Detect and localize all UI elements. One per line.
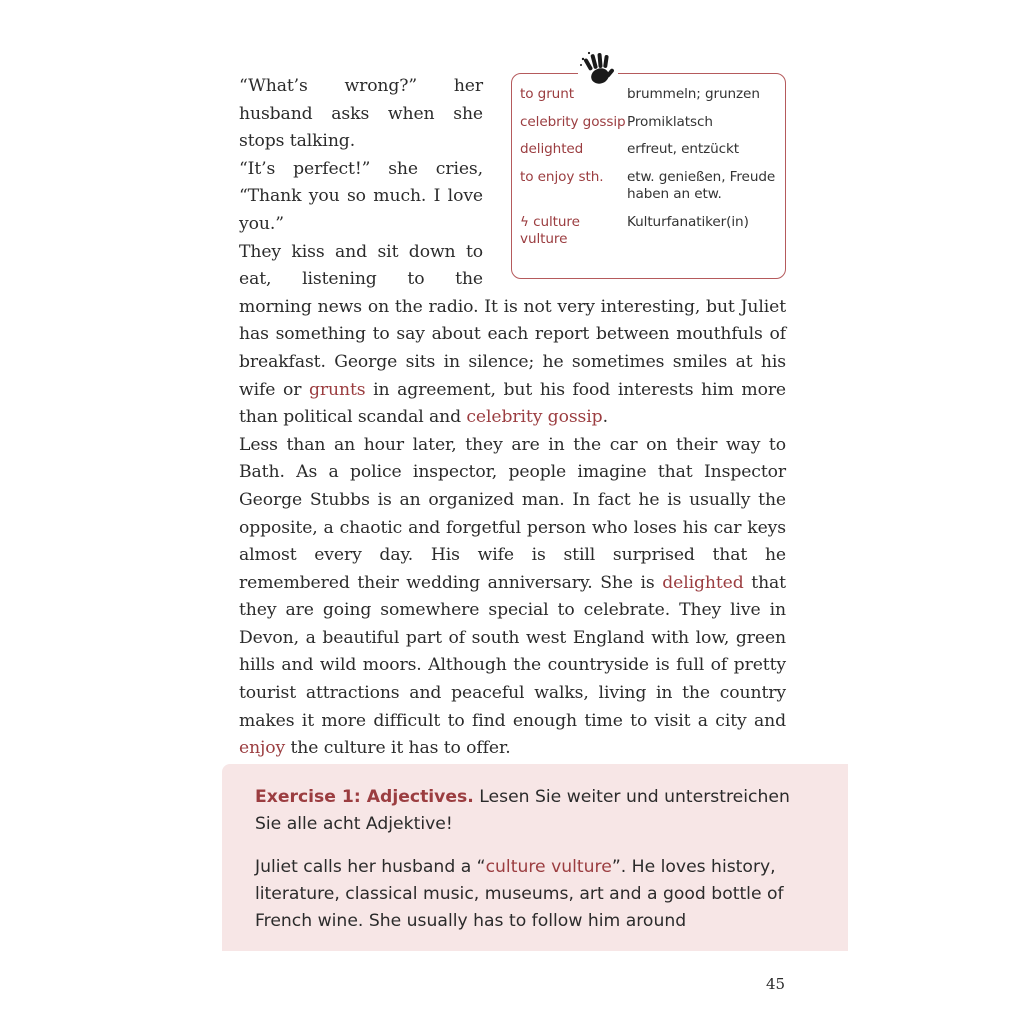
vocab-german: brummeln; grunzen (627, 86, 760, 102)
vocabulary-box (511, 73, 786, 279)
vocab-highlight: grunts (309, 379, 366, 400)
vocab-highlight: celebrity gossip (466, 407, 603, 428)
exercise-instruction (255, 784, 808, 838)
vocab-german: etw. genießen, Freude haben an etw. (627, 168, 776, 202)
handprint-icon (578, 50, 618, 90)
text-span: . (602, 407, 608, 428)
vocab-german: erfreut, entzückt (627, 141, 740, 157)
vocab-row (520, 141, 777, 159)
exercise-heading: Exercise 1: Adjectives. (255, 787, 474, 807)
text-span: Less than an hour later, they are in the car on their way to Bath. As a police inspector, people imagine that Inspector George Stubbs is an organized man. In fact he is usually the opposite, a chaotic and forgetful person who loses his car keys almost every day. His wife is still surprised that he remembered their wedding anniversary. She is (239, 434, 786, 593)
exercise-box (222, 764, 848, 951)
vocab-english: to grunt (520, 86, 574, 102)
vocab-german: Promiklatsch (627, 113, 713, 130)
text-span: Juliet calls her husband a “ (255, 857, 486, 877)
vocab-english: delighted (520, 141, 584, 157)
vocab-row (520, 214, 777, 249)
text-span: They kiss and sit down to eat, listening to the morning news on the radio. It is not very interesting, but Juliet has something to say about each report between mouthfuls of breakfast. George sits in silence; he sometimes smiles at his wife or (239, 241, 786, 400)
vocab-highlight: enjoy (239, 738, 286, 759)
text-span: that they are going somewhere special to celebrate. They live in Devon, a beautiful part of south west England with low, green hills and wild moors. Although the countryside is full of pretty tourist attractions and peaceful walks, living in the country makes it more difficult to find enough time to visit a city and (239, 572, 786, 731)
vocab-english: celebrity gossip (520, 113, 626, 130)
text-span: the culture it has to offer. (285, 738, 511, 759)
exercise-instruction-text: Lesen Sie weiter und unterstreichen Sie alle acht Adjektive! (255, 787, 790, 834)
vocab-english: to enjoy sth. (520, 168, 604, 185)
text-span: ”. He loves history, literature, classical music, museums, art and a good bottle of French wine. She usually has to follow him around (255, 857, 784, 931)
vocab-row (520, 169, 777, 204)
vocab-english: ϟ culture vulture (520, 213, 580, 247)
vocab-row (520, 114, 777, 132)
vocab-row (520, 86, 777, 104)
vocab-highlight: delighted (662, 572, 744, 593)
story-paragraph: “What’s wrong?” her husband asks when she stops talking. (239, 76, 483, 152)
exercise-text (255, 854, 808, 935)
vocab-highlight: culture vulture (485, 857, 612, 877)
story-text (239, 73, 786, 763)
story-paragraph (239, 432, 786, 763)
vocab-german: Kulturfanatiker(in) (627, 213, 749, 230)
story-paragraph: “It’s perfect!” she cries, “Thank you so much. I love you.” (239, 158, 483, 234)
page-number: 45 (766, 975, 786, 993)
text-span: in agreement, but his food interests him more than political scandal and (239, 379, 787, 428)
